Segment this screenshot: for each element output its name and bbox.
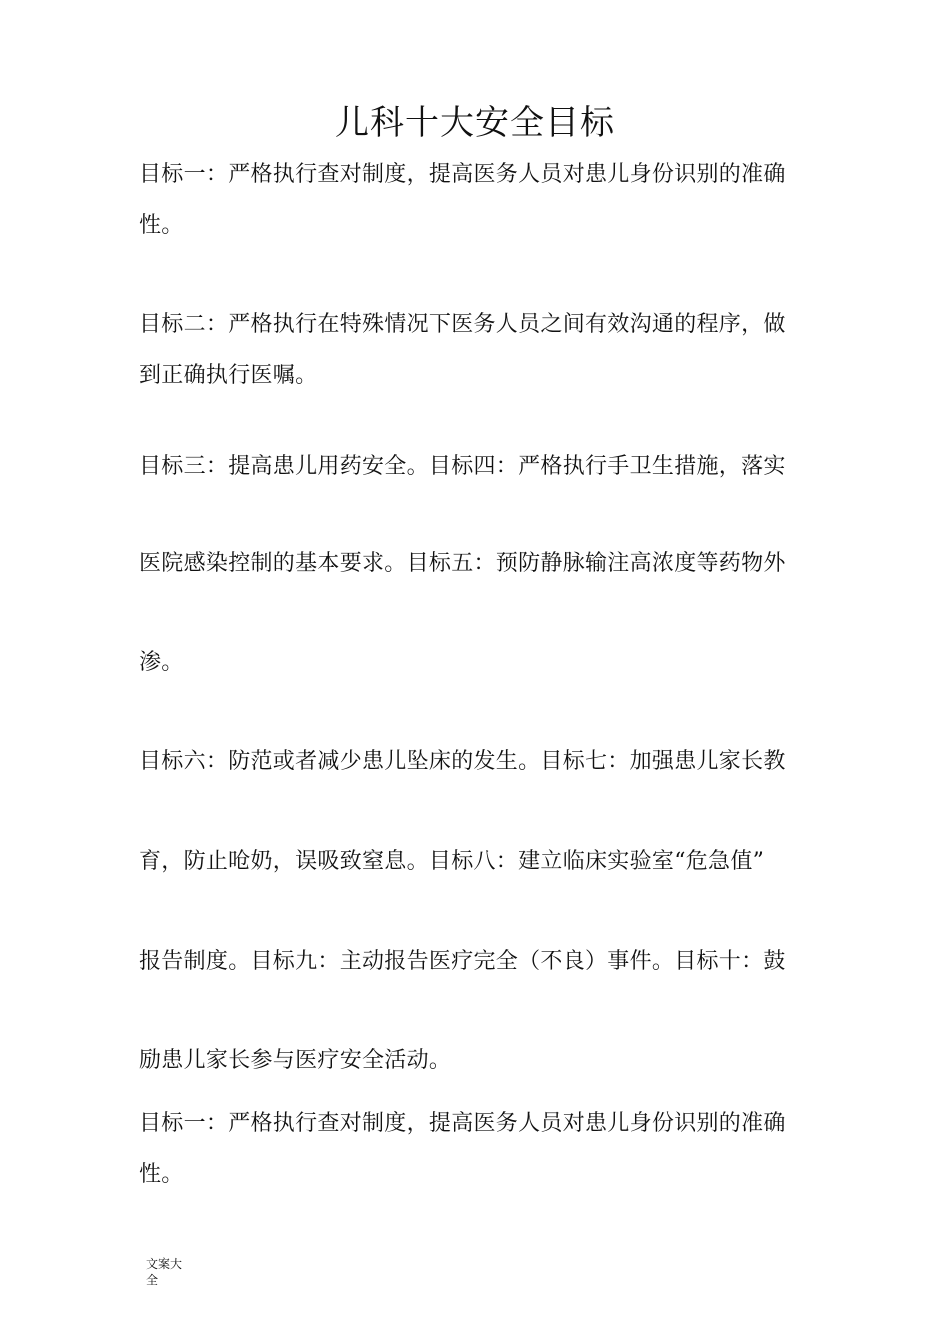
text-line: 目标一：严格执行查对制度，提高医务人员对患儿身份识别的准确 (139, 162, 786, 187)
text-line: 报告制度。目标九：主动报告医疗完全（不良）事件。目标十：鼓 (139, 949, 786, 974)
text-line: 目标一：严格执行查对制度，提高医务人员对患儿身份识别的准确 (139, 1111, 786, 1136)
footer-text: 全 (146, 1273, 159, 1287)
text-line: 到正确执行医嘱。 (139, 363, 318, 388)
text-line: 目标二：严格执行在特殊情况下医务人员之间有效沟通的程序，做 (139, 312, 786, 337)
text-line: 性。 (139, 213, 184, 238)
text-line: 育，防止呛奶，误吸致窒息。目标八：建立临床实验室“危急值” (139, 849, 765, 874)
page-footer (146, 1256, 206, 1288)
text-line: 性。 (139, 1162, 184, 1187)
text-line: 目标六：防范或者减少患儿坠床的发生。目标七：加强患儿家长教 (139, 749, 786, 774)
document-title: 儿科十大安全目标 (335, 103, 615, 143)
text-line: 励患儿家长参与医疗安全活动。 (139, 1048, 452, 1073)
text-line: 目标三：提高患儿用药安全。目标四：严格执行手卫生措施，落实 (139, 454, 786, 479)
text-line: 渗。 (139, 650, 184, 675)
footer-text: 文案大 (146, 1257, 183, 1271)
text-line: 医院感染控制的基本要求。目标五：预防静脉输注高浓度等药物外 (139, 551, 786, 576)
